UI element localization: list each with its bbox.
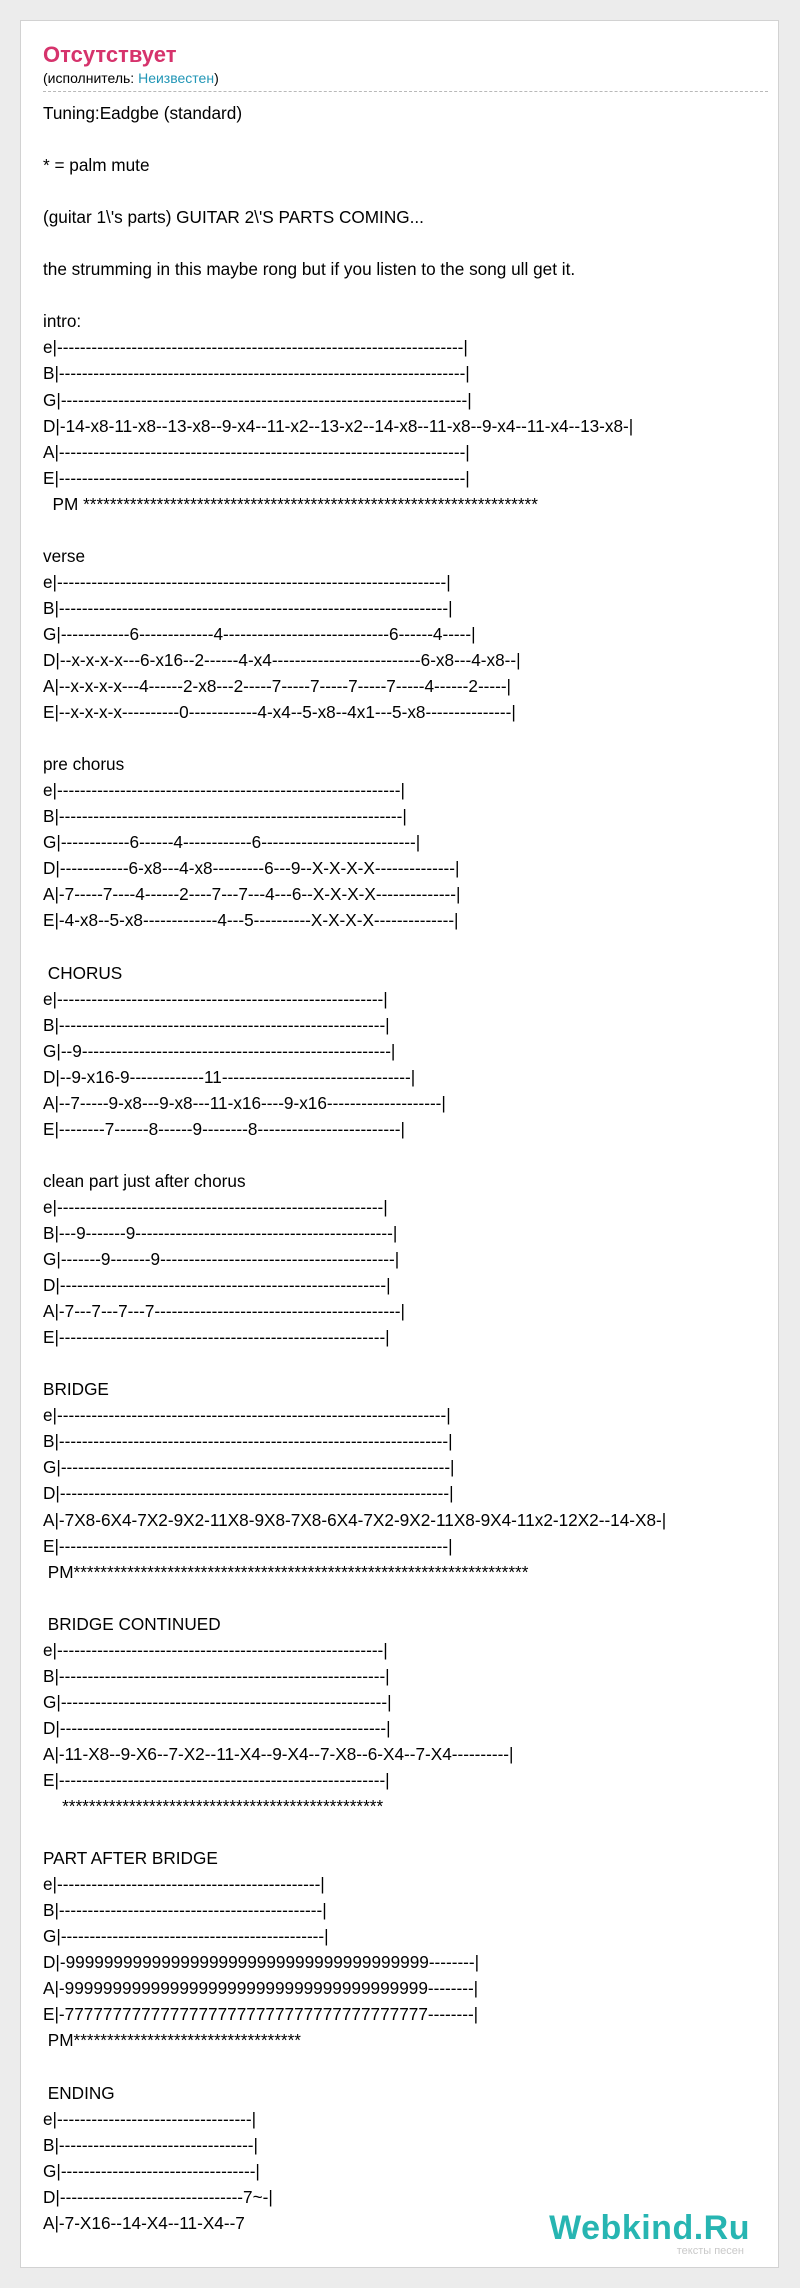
artist-suffix: ) — [214, 70, 219, 86]
header-divider — [43, 91, 768, 92]
song-title: Отсутствует — [43, 42, 177, 67]
webkind-logo[interactable] — [549, 2211, 750, 2257]
artist-line — [43, 69, 768, 87]
tablature-text: Tuning:Eadgbe (standard) * = palm mute (guitar 1\'s parts) GUITAR 2\'S PARTS COMING... the strumming in this maybe rong but if you listen to the song ull get it. intro: e|-----------------------------------------------------------------------| B|-----------------------------------------------------------------------| G|-----------------------------------------------------------------------| D|-14-x8-11-x8--13-x8--9-x4--11-x2--13-x2--14-x8--11-x8--9-x4--11-x4--13-x8-| A|-----------------------------------------------------------------------| E|-----------------------------------------------------------------------| PM ******************************************************************** verse e|--------------------------------------------------------------------| B|--------------------------------------------------------------------| G|------------6-------------4-----------------------------6------4-----| D|--x-x-x-x---6-x16--2------4-x4--------------------------6-x8---4-x8--| A|--x-x-x-x---4------2-x8---2-----7-----7-----7-----7-----4------2-----| E|--x-x-x-x----------0------------4-x4--5-x8--4x1---5-x8---------------| pre chorus e|------------------------------------------------------------| B|------------------------------------------------------------| G|------------6------4------------6---------------------------| D|------------6-x8---4-x8---------6---9--X-X-X-X--------------| A|-7-----7----4------2----7---7---4---6--X-X-X-X--------------| E|-4-x8--5-x8-------------4---5----------X-X-X-X--------------| CHORUS e|---------------------------------------------------------| B|---------------------------------------------------------| G|--9------------------------------------------------------| D|--9-x16-9-------------11---------------------------------| A|--7-----9-x8---9-x8---11-x16----9-x16--------------------| E|--------7------8------9--------8-------------------------| clean part just after chorus e|---------------------------------------------------------| B|---9-------9---------------------------------------------| G|-------9-------9-----------------------------------------| D|---------------------------------------------------------| A|-7---7---7---7-------------------------------------------| E|---------------------------------------------------------| BRIDGE e|--------------------------------------------------------------------| B|--------------------------------------------------------------------| G|--------------------------------------------------------------------| D|--------------------------------------------------------------------| A|-7X8-6X4-7X2-9X2-11X8-9X8-7X8-6X4-7X2-9X2-11X8-9X4-11x2-12X2--14-X8-| E|--------------------------------------------------------------------| PM******************************************************************** BRIDGE CONTINUED e|---------------------------------------------------------| B|---------------------------------------------------------| G|---------------------------------------------------------| D|---------------------------------------------------------| A|-11-X8--9-X6--7-X2--11-X4--9-X4--7-X8--6-X4--7-X4----------| E|---------------------------------------------------------| ************************************************ PART AFTER BRIDGE e|----------------------------------------------| B|----------------------------------------------| G|----------------------------------------------| D|-99999999999999999999999999999999999999--------| A|-99999999999999999999999999999999999999--------| E|-77777777777777777777777777777777777777--------| PM********************************** ENDING e|----------------------------------| B|----------------------------------| G|----------------------------------| D|--------------------------------7~-| A|-7-X16--14-X4--11-X4--7 — [43, 103, 667, 2233]
artist-prefix: (исполнитель: — [43, 70, 139, 86]
watermark-brand: Webkind.Ru — [549, 2209, 750, 2247]
song-card — [20, 20, 779, 2268]
song-content — [43, 41, 768, 2236]
artist-link[interactable]: Неизвестен — [138, 70, 215, 86]
watermark-tagline: тексты песен — [676, 2245, 744, 2257]
